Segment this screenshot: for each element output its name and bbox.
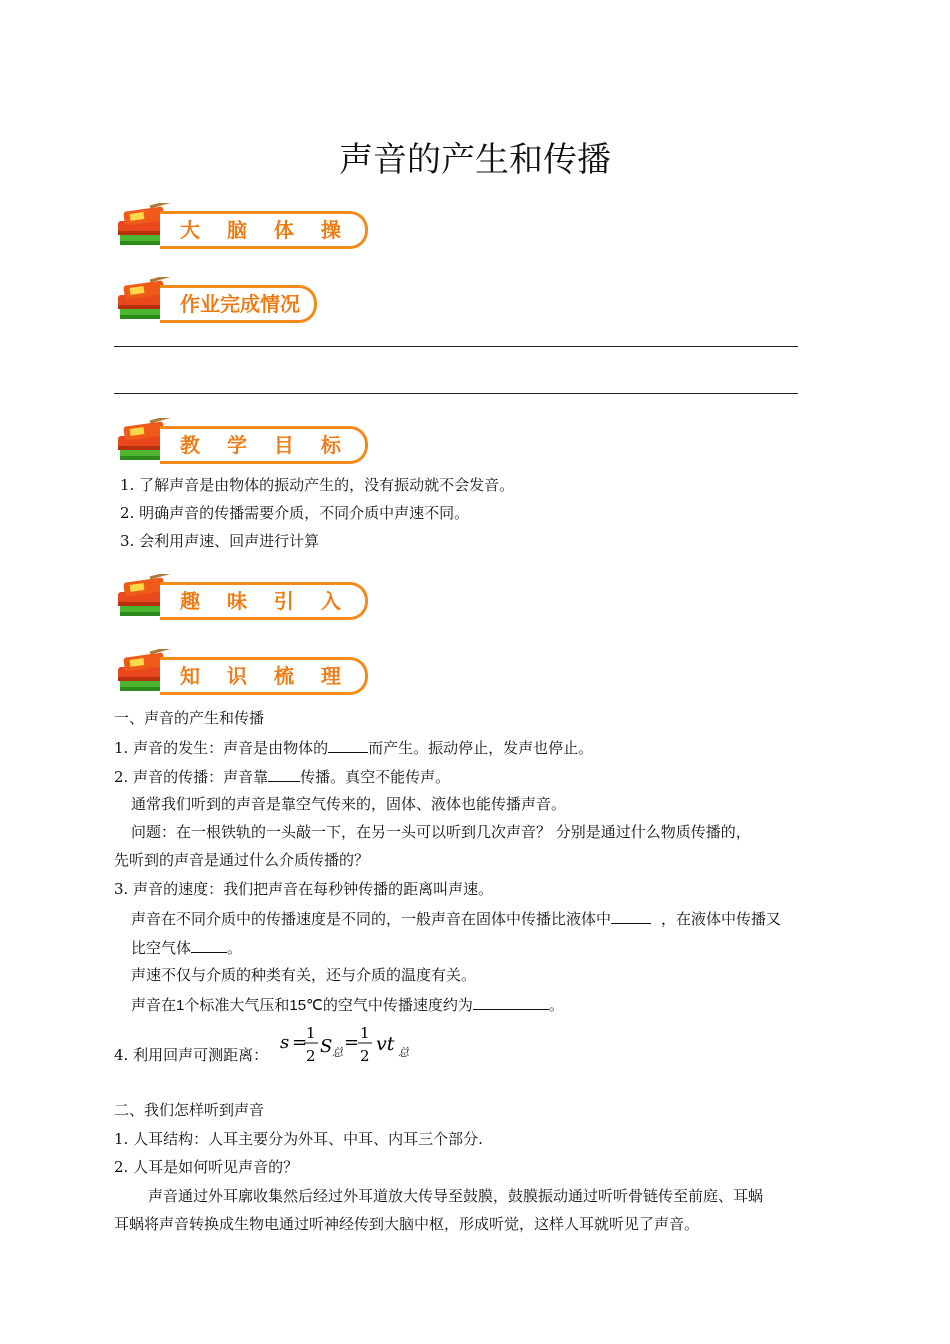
formula-S: S bbox=[320, 1036, 333, 1057]
text-span: ，在液体中传播又 bbox=[661, 910, 782, 928]
text-span: 。 bbox=[548, 996, 564, 1014]
formula-denominator: 2 bbox=[306, 1047, 316, 1065]
text-line bbox=[114, 737, 593, 758]
text-line bbox=[131, 937, 242, 958]
fill-blank[interactable] bbox=[611, 908, 651, 924]
number-span: 15℃ bbox=[289, 997, 323, 1014]
formula-s: s bbox=[280, 1032, 290, 1053]
text-line bbox=[131, 908, 781, 929]
section-heading: 一、声音的产生和传播 bbox=[114, 709, 265, 727]
goal-item: 2. 明确声音的传播需要介质，不同介质中声速不同。 bbox=[120, 504, 470, 522]
number-span: 1 bbox=[176, 997, 185, 1014]
section-heading: 二、我们怎样听到声音 bbox=[114, 1101, 265, 1119]
formula-denominator: 2 bbox=[360, 1047, 370, 1065]
goal-item: 1. 了解声音是由物体的振动产生的，没有振动就不会发音。 bbox=[120, 476, 515, 494]
text-span: 。 bbox=[227, 939, 243, 957]
text-span: 而产生。振动停止，发声也停止。 bbox=[368, 739, 594, 757]
text-line: 通常我们听到的声音是靠空气传来的，固体、液体也能传播声音。 bbox=[131, 795, 567, 813]
text-line: 先听到的声音是通过什么介质传播的？ bbox=[114, 851, 370, 869]
text-line: 耳蜗将声音转换成生物电通过听神经传到大脑中枢，形成听觉，这样人耳就听见了声音。 bbox=[114, 1215, 700, 1233]
text-span: 比空气体 bbox=[131, 939, 192, 957]
badge-label: 知 识 梳 理 bbox=[160, 657, 368, 695]
text-span: 1. 声音的发生：声音是由物体的 bbox=[114, 739, 329, 757]
badge-label: 作业完成情况 bbox=[160, 285, 317, 323]
answer-line bbox=[114, 346, 798, 347]
text-line: 2. 人耳是如何听见声音的？ bbox=[114, 1158, 299, 1176]
formula-vt: vt bbox=[376, 1033, 395, 1055]
badge-label: 趣 味 引 入 bbox=[160, 582, 368, 620]
text-span: 的空气中传播速度约为 bbox=[322, 996, 473, 1014]
fill-blank[interactable] bbox=[473, 994, 549, 1010]
fill-blank[interactable] bbox=[191, 937, 227, 953]
text-line bbox=[131, 994, 564, 1016]
formula-subscript: 总 bbox=[332, 1046, 343, 1059]
formula-eq: = bbox=[344, 1032, 360, 1053]
text-line: 1. 人耳结构：人耳主要分为外耳、中耳、内耳三个部分. bbox=[114, 1130, 483, 1148]
text-span: 声音在不同介质中的传播速度是不同的，一般声音在固体中传播比液体中 bbox=[131, 910, 612, 928]
formula-subscript: 总 bbox=[398, 1046, 409, 1059]
text-line: 3. 声音的速度：我们把声音在每秒钟传播的距离叫声速。 bbox=[114, 880, 494, 898]
text-line: 问题：在一根铁轨的一头敲一下，在另一头可以听到几次声音？ 分别是通过什么物质传播的， bbox=[131, 823, 751, 841]
formula-numerator: 1 bbox=[306, 1024, 316, 1042]
text-line: 声音通过外耳廓收集然后经过外耳道放大传导至鼓膜，鼓膜振动通过听听骨链传至前庭、耳蜗 bbox=[148, 1187, 764, 1205]
text-span: 个标准大气压和 bbox=[184, 996, 290, 1014]
formula-eq: = bbox=[292, 1032, 308, 1053]
text-line bbox=[114, 766, 450, 787]
goal-item: 3. 会利用声速、回声进行计算 bbox=[120, 532, 320, 550]
fill-blank[interactable] bbox=[328, 737, 368, 753]
page-title: 声音的产生和传播 bbox=[339, 140, 611, 180]
text-line: 声速不仅与介质的种类有关，还与介质的温度有关。 bbox=[131, 966, 477, 984]
answer-line bbox=[114, 393, 798, 394]
text-span: 声音在 bbox=[131, 996, 177, 1014]
text-span: 传播。真空不能传声。 bbox=[300, 768, 451, 786]
fill-blank[interactable] bbox=[268, 766, 300, 782]
badge-label: 大 脑 体 操 bbox=[160, 211, 368, 249]
echo-distance-formula bbox=[280, 1020, 420, 1070]
formula-numerator: 1 bbox=[360, 1024, 370, 1042]
text-span: 2. 声音的传播：声音靠 bbox=[114, 768, 269, 786]
badge-label: 教 学 目 标 bbox=[160, 426, 368, 464]
text-line: 4. 利用回声可测距离： bbox=[114, 1046, 269, 1064]
